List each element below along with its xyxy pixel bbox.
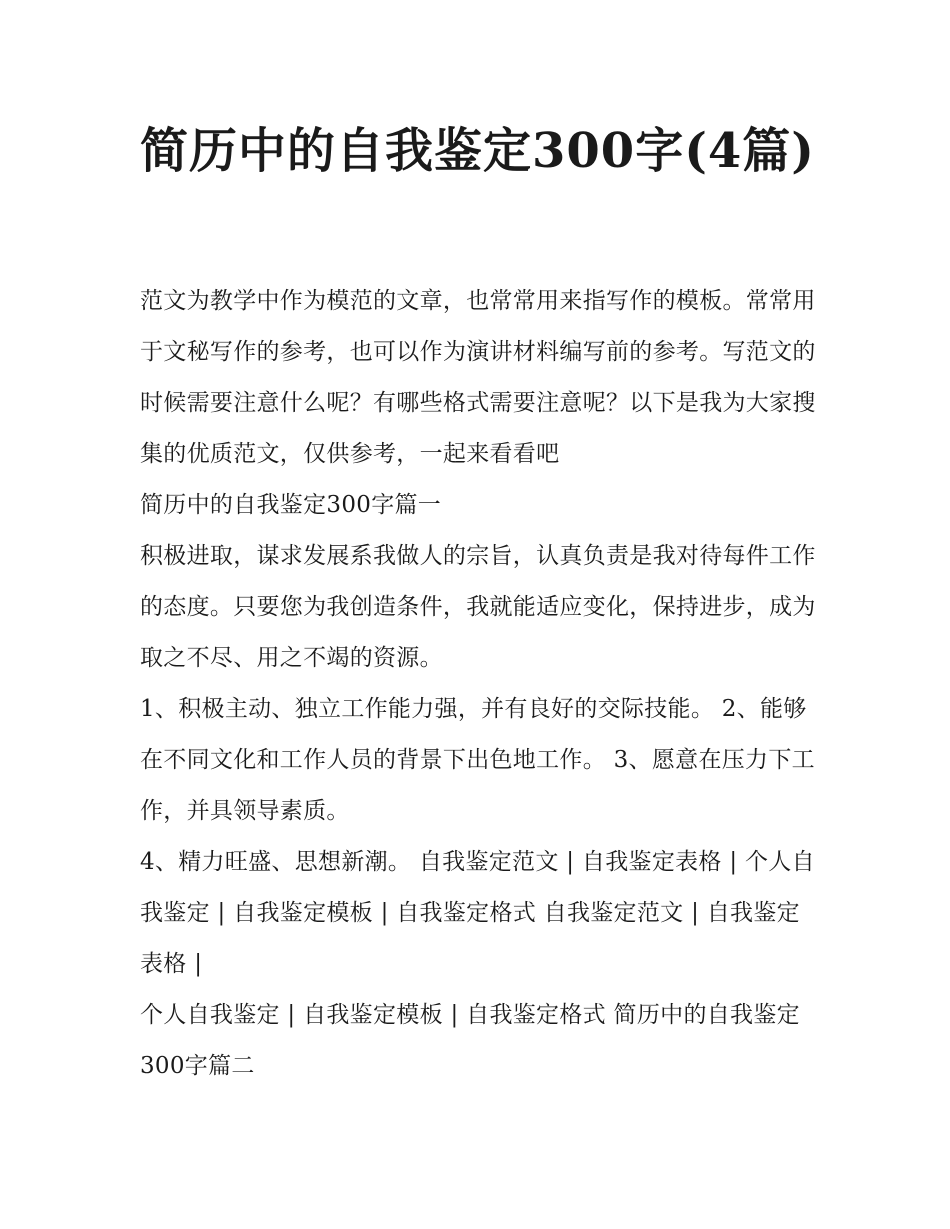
list-paragraph: 1、积极主动、独立工作能力强，并有良好的交际技能。 2、能够在不同文化和工作人员的背景下出色地工作。 3、愿意在压力下工作，并具领导素质。 <box>140 696 815 824</box>
links-paragraph: 4、精力旺盛、思想新潮。 自我鉴定范文 | 自我鉴定表格 | 个人自我鉴定 | 自我鉴定模板 | 自我鉴定格式 自我鉴定范文 | 自我鉴定表格 | <box>140 849 815 977</box>
intro-paragraph: 范文为教学中作为模范的文章，也常常用来指写作的模板。常常用于文秘写作的参考，也可以作为演讲材料编写前的参考。写范文的时候需要注意什么呢？有哪些格式需要注意呢？以下是我为大家搜集的优质范文，仅供参考，一起来看看吧 <box>140 288 816 467</box>
document-title: 简历中的自我鉴定300字(4篇) <box>140 123 816 179</box>
body-paragraph: 积极进取，谋求发展系我做人的宗旨，认真负责是我对待每件工作的态度。只要您为我创造条件，我就能适应变化，保持进步，成为取之不尽、用之不竭的资源。 <box>140 543 816 671</box>
document-body <box>140 276 820 1092</box>
links-paragraph-continued: 个人自我鉴定 | 自我鉴定模板 | 自我鉴定格式 简历中的自我鉴定300字篇二 <box>140 1002 800 1079</box>
section-heading-1: 简历中的自我鉴定300字篇一 <box>140 492 442 518</box>
